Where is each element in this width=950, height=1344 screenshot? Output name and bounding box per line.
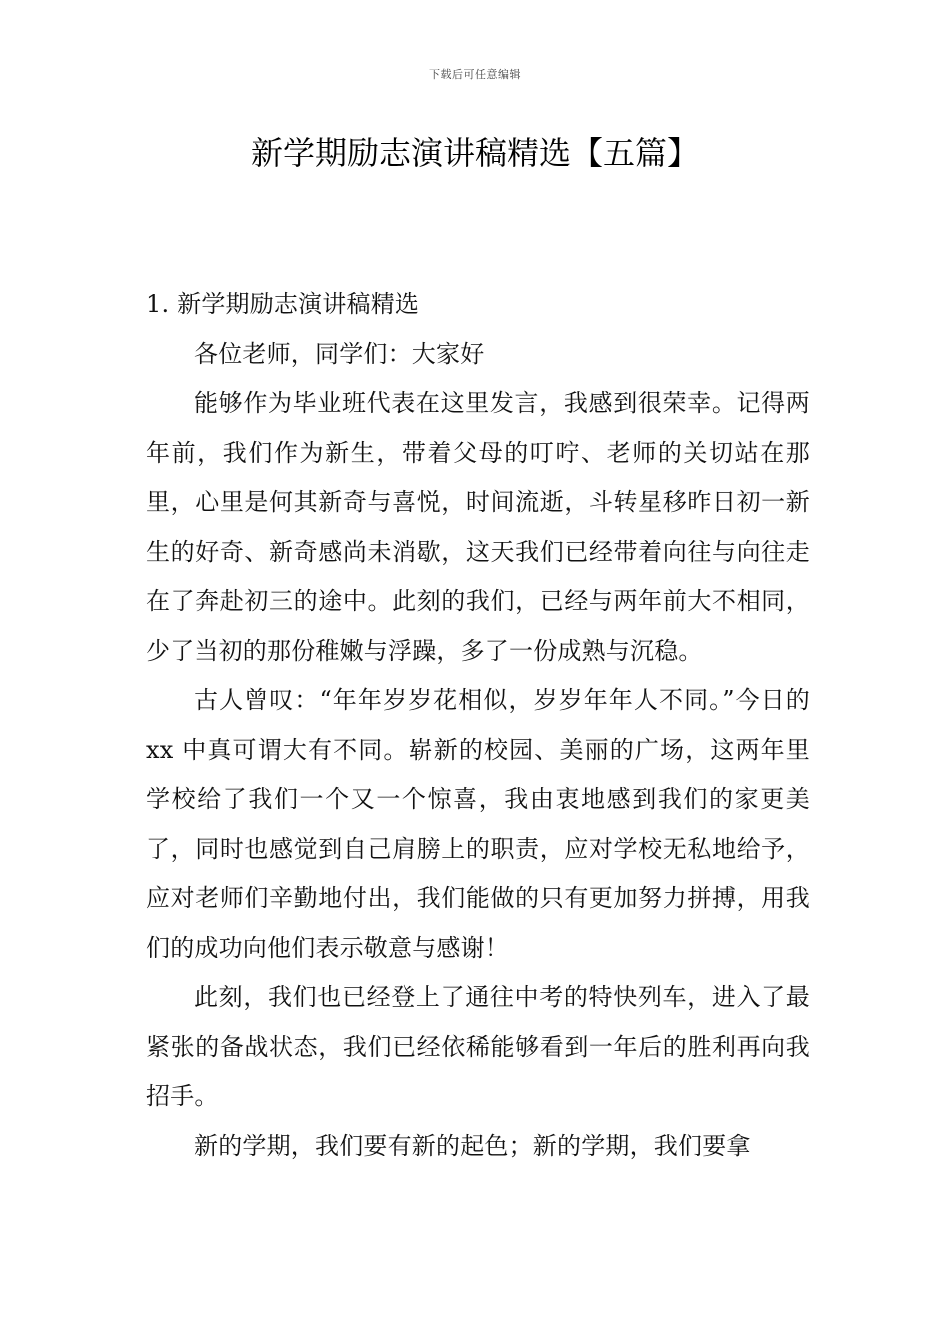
document-title: 新学期励志演讲稿精选【五篇】 (250, 134, 699, 172)
paragraph-greeting: 各位老师，同学们：大家好 (194, 339, 485, 368)
document-body (146, 280, 810, 1171)
paragraph: 新的学期，我们要有新的起色；新的学期，我们要拿 (194, 1131, 751, 1160)
header-note: 下载后可任意编辑 (429, 68, 521, 81)
section-heading: 1. 新学期励志演讲稿精选 (146, 290, 420, 318)
paragraph: 能够作为毕业班代表在这里发言，我感到很荣幸。记得两年前，我们作为新生，带着父母的叮咛、老师的关切站在那里，心里是何其新奇与喜悦，时间流逝，斗转星移昨日初一新生的好奇、新奇感尚未消歇，这天我们已经带着向往与向往走在了奔赴初三的途中。此刻的我们，已经与两年前大不相同，少了当初的那份稚嫩与浮躁，多了一份成熟与沉稳。 (146, 389, 810, 665)
paragraph: 古人曾叹：“年年岁岁花相似，岁岁年年人不同。”今日的 xx 中真可谓大有不同。崭新的校园、美丽的广场，这两年里学校给了我们一个又一个惊喜，我由衷地感到我们的家更美了，同时也感觉到自己肩膀上的职责，应对学校无私地给予，应对老师们辛勤地付出，我们能做的只有更加努力拼搏，用我们的成功向他们表示敬意与感谢！ (146, 686, 810, 962)
paragraph: 此刻，我们也已经登上了通往中考的特快列车，进入了最紧张的备战状态，我们已经依稀能够看到一年后的胜利再向我招手。 (146, 983, 810, 1110)
